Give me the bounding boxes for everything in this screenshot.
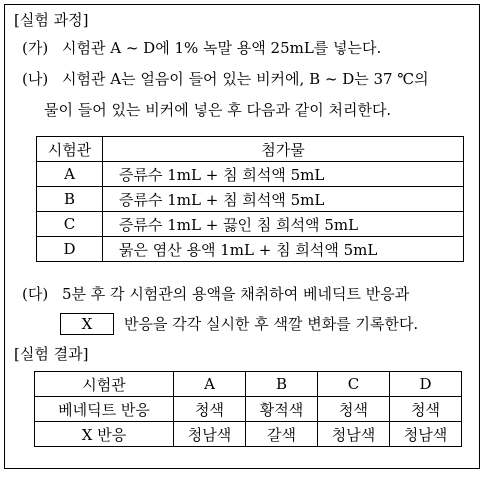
tube-cell: A xyxy=(37,162,103,187)
result-cell: 청남색 xyxy=(174,422,246,447)
step-da-line1: 5분 후 각 시험관의 용액을 채취하여 베네딕트 반응과 xyxy=(62,285,410,303)
table-row xyxy=(37,212,464,237)
step-na-line2: 물이 들어 있는 비커에 넣은 후 다음과 같이 처리한다. xyxy=(44,101,392,119)
additive-cell: 증류수 1mL + 침 희석액 5mL xyxy=(103,187,464,212)
tube-cell: C xyxy=(37,212,103,237)
reaction-label: 베네딕트 반응 xyxy=(35,397,174,422)
result-cell: 청색 xyxy=(174,397,246,422)
result-cell: 황적색 xyxy=(246,397,318,422)
table-row xyxy=(37,187,464,212)
result-cell: 청색 xyxy=(390,397,462,422)
additive-cell: 묽은 염산 용액 1mL + 침 희석액 5mL xyxy=(103,237,464,262)
results-header-tube: D xyxy=(390,372,462,397)
reaction-label: X 반응 xyxy=(35,422,174,447)
table-row xyxy=(37,162,464,187)
table-row xyxy=(35,397,462,422)
results-header-label: 시험관 xyxy=(35,372,174,397)
results-header-tube: B xyxy=(246,372,318,397)
step-na-line1: 시험관 A는 얼음이 들어 있는 비커에, B ~ D는 37 ℃의 xyxy=(62,70,429,88)
section-title-procedure: [실험 과정] xyxy=(14,11,89,29)
treatment-header-tube: 시험관 xyxy=(37,137,103,162)
step-da-label: (다) xyxy=(22,285,49,303)
step-da-line2: 반응을 각각 실시한 후 색깔 변화를 기록한다. xyxy=(124,315,419,333)
result-cell: 청남색 xyxy=(390,422,462,447)
results-header-tube: C xyxy=(318,372,390,397)
tube-cell: B xyxy=(37,187,103,212)
step-ga-label: (가) xyxy=(22,39,49,57)
table-row xyxy=(35,422,462,447)
table-row xyxy=(37,237,464,262)
treatment-table xyxy=(36,136,464,262)
additive-cell: 증류수 1mL + 끓인 침 희석액 5mL xyxy=(103,212,464,237)
section-title-results: [실험 결과] xyxy=(14,345,89,363)
treatment-header-additive: 첨가물 xyxy=(103,137,464,162)
step-na-label: (나) xyxy=(22,70,49,88)
x-reaction-box: X xyxy=(60,313,114,335)
additive-cell: 증류수 1mL + 침 희석액 5mL xyxy=(103,162,464,187)
results-table xyxy=(34,371,462,447)
result-cell: 청남색 xyxy=(318,422,390,447)
result-cell: 갈색 xyxy=(246,422,318,447)
results-header-tube: A xyxy=(174,372,246,397)
result-cell: 청색 xyxy=(318,397,390,422)
step-ga-text: 시험관 A ~ D에 1% 녹말 용액 25mL를 넣는다. xyxy=(62,39,382,57)
tube-cell: D xyxy=(37,237,103,262)
